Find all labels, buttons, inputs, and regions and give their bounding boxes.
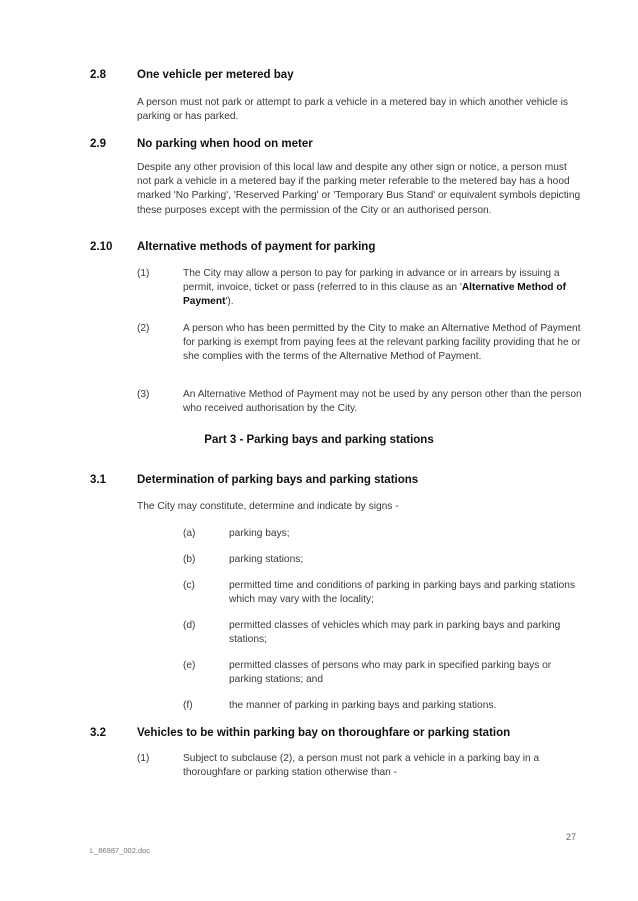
list-item-number: (c) — [183, 580, 195, 591]
list-item-number: (d) — [183, 620, 196, 631]
section-title-2-10: Alternative methods of payment for parking — [137, 241, 376, 253]
section-number-2-8: 2.8 — [90, 69, 106, 81]
section-title-3-2: Vehicles to be within parking bay on thoroughfare or parking station — [137, 727, 511, 739]
footer-file-name: L_86987_002.doc — [90, 846, 151, 855]
subclause-number-2-10-3: (3) — [137, 389, 150, 400]
section-title-3-1: Determination of parking bays and parking stations — [137, 474, 419, 486]
section-intro-3-1: The City may constitute, determine and indicate by signs - — [137, 501, 399, 512]
list-item-number: (a) — [183, 528, 196, 539]
list-item-text: the manner of parking in parking bays and parking stations. — [229, 700, 497, 711]
list-item-text: parking bays; — [229, 528, 290, 539]
list-item-text: permitted classes of persons who may park in specified parking bays or parking stations; and — [229, 660, 552, 686]
list-item-number: (b) — [183, 554, 196, 565]
subclause-number-2-10-2: (2) — [137, 323, 150, 334]
list-item-text: permitted classes of vehicles which may park in parking bays and parking stations; — [229, 620, 561, 646]
subclause-number-2-10-1: (1) — [137, 268, 150, 279]
section-body-2-9: Despite any other provision of this local law and despite any other sign or notice, a person must not park a vehicle in a metered bay if the parking meter referable to the metered bay has a hood marked 'No Parking', 'Reserved Parking' or 'Temporary Bus Stand' or equivalent symbols depicting these purposes except with the permission of the City or an authorised person. — [137, 162, 581, 216]
section-number-2-9: 2.9 — [90, 138, 106, 150]
section-title-2-9: No parking when hood on meter — [137, 138, 313, 150]
subclause-number-3-2-1: (1) — [137, 753, 150, 764]
subclause-text-2-10-3: An Alternative Method of Payment may not be used by any person other than the person who received authorisation by the City. — [183, 389, 582, 415]
part-heading: Part 3 - Parking bays and parking stations — [204, 434, 434, 446]
subclause-text-2-10-1-a: The City may allow a person to pay for parking in advance or in arrears by issuing a permit, invoice, ticket or pass (referred to in this clause as an ' — [183, 268, 560, 294]
section-body-2-8: A person must not park or attempt to park a vehicle in a metered bay in which another vehicle is parking or has parked. — [137, 97, 568, 123]
section-number-3-1: 3.1 — [90, 474, 106, 486]
list-item-text: permitted time and conditions of parking in parking bays and parking stations which may vary with the locality; — [229, 580, 576, 606]
defined-term: Alternative Method of Payment — [183, 282, 566, 308]
subclause-text-2-10-1-b: '). — [225, 296, 234, 308]
section-number-2-10: 2.10 — [90, 241, 113, 253]
section-title-2-8: One vehicle per metered bay — [137, 69, 294, 81]
list-item-text: parking stations; — [229, 554, 304, 565]
section-number-3-2: 3.2 — [90, 727, 106, 739]
subclause-text-3-2-1: Subject to subclause (2), a person must not park a vehicle in a parking bay in a thoroughfare or parking station otherwise than - — [183, 753, 540, 779]
page-number: 27 — [566, 832, 577, 842]
subclause-text-2-10-2: A person who has been permitted by the City to make an Alternative Method of Payment for parking is exempt from paying fees at the relevant parking facility providing that he or she complies with the terms of the Alternative Method of Payment. — [183, 323, 581, 363]
list-item-number: (f) — [183, 700, 193, 711]
subclause-text-2-10-1 — [183, 267, 583, 310]
list-item-number: (e) — [183, 660, 196, 671]
